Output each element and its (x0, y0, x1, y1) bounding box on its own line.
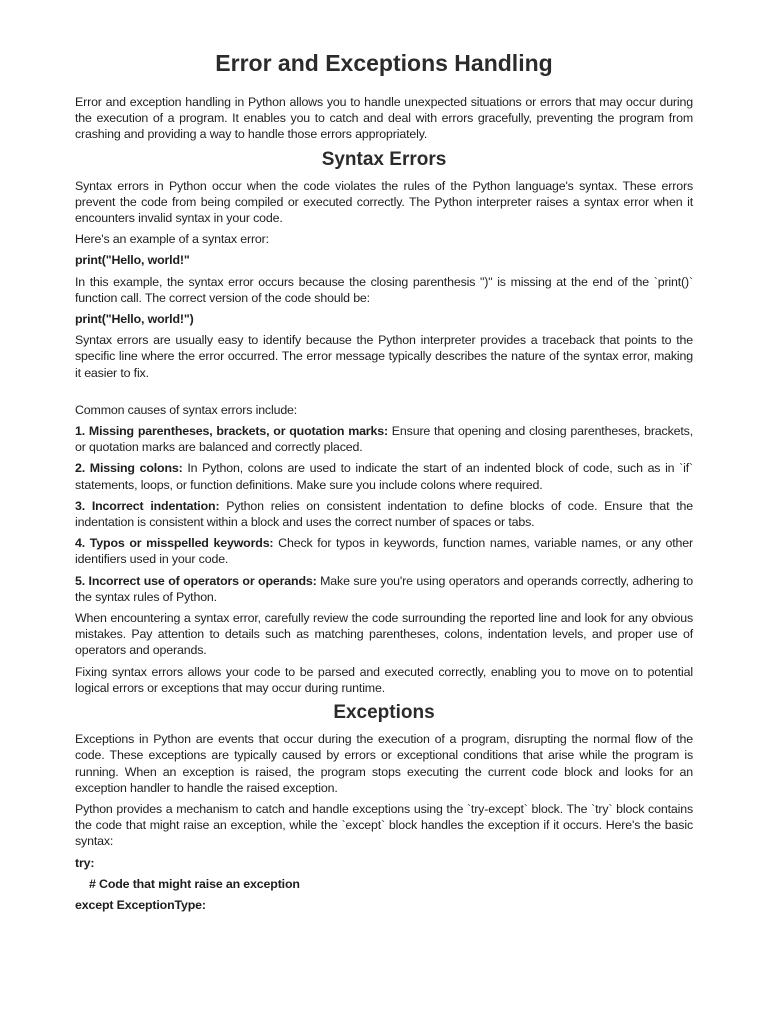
cause-text: Make sure you're using operators and operands correctly, adhering to the syntax rules of Python. (75, 573, 693, 604)
code-example-correct: print("Hello, world!") (75, 312, 194, 327)
exceptions-paragraph-1: Exceptions in Python are events that occur during the execution of a program, disrupting the normal flow of the code. These exceptions are typically caused by errors or exceptional conditions that arise while the program is running. When an exception is raised, the program stops executing the current code block and looks for an exception handler to handle the raised exception. (75, 732, 693, 795)
syntax-paragraph-4: Syntax errors are usually easy to identify because the Python interpreter provides a traceback that points to the specific line where the error occurred. The error message typically describes the nature of the syntax error, making it easier to fix. (75, 333, 693, 380)
exceptions-heading: Exceptions (333, 702, 435, 724)
syntax-paragraph-5: When encountering a syntax error, carefully review the code surrounding the reported line and look for any obvious mistakes. Pay attention to details such as matching parentheses, colons, indentation levels, and proper use of operators and operands. (75, 611, 693, 658)
cause-text: In Python, colons are used to indicate the start of an indented block of code, such as in `if` statements, loops, or function definitions. Make sure you include colons where required. (75, 461, 694, 492)
code-try-line: try: (75, 855, 95, 870)
cause-label: 2. Missing colons: (75, 461, 183, 476)
code-except-line: except ExceptionType: (75, 897, 206, 912)
cause-text: Python relies on consistent indentation to define blocks of code. Ensure that the indentation is consistent within a block and uses the correct number of spaces or tabs. (75, 498, 693, 530)
cause-label: 3. Incorrect indentation: (75, 498, 220, 513)
cause-item (75, 535, 693, 567)
cause-item (75, 573, 693, 605)
syntax-paragraph-2: Here's an example of a syntax error: (75, 232, 269, 247)
cause-text: Ensure that opening and closing parentheses, brackets, or quotation marks are balanced and correctly placed. (75, 424, 693, 455)
syntax-paragraph-3: In this example, the syntax error occurs because the closing parenthesis ")" is missing at the end of the `print()` function call. The correct version of the code should be: (75, 274, 693, 305)
syntax-errors-heading: Syntax Errors (321, 148, 447, 170)
exceptions-paragraph-2: Python provides a mechanism to catch and handle exceptions using the `try-except` block. The `try` block contains the code that might raise an exception, while the `except` block handles the exception if it occurs. Here's the basic syntax: (75, 801, 693, 849)
cause-item (75, 460, 693, 492)
cause-item (75, 498, 693, 530)
cause-label: 1. Missing parentheses, brackets, or quotation marks: (75, 424, 388, 439)
syntax-paragraph-1: Syntax errors in Python occur when the code violates the rules of the Python language's syntax. These errors prevent the code from being compiled or executed correctly. The Python interpreter raises a syntax error when it encounters invalid syntax in your code. (75, 178, 693, 226)
code-comment-line: # Code that might raise an exception (89, 876, 300, 891)
intro-paragraph: Error and exception handling in Python allows you to handle unexpected situations or errors that may occur during the execution of a program. It enables you to catch and deal with errors gracefully, preventing the program from crashing and providing a way to handle those errors appropriately. (75, 95, 693, 142)
page-title: Error and Exceptions Handling (215, 50, 553, 76)
syntax-paragraph-6: Fixing syntax errors allows your code to be parsed and executed correctly, enabling you to move on to potential logical errors or exceptions that may occur during runtime. (75, 664, 693, 695)
cause-item (75, 423, 693, 455)
cause-label: 4. Typos or misspelled keywords: (75, 536, 274, 551)
code-example-incorrect: print("Hello, world!" (75, 253, 190, 268)
causes-intro: Common causes of syntax errors include: (75, 402, 298, 417)
cause-label: 5. Incorrect use of operators or operands: (75, 573, 317, 588)
cause-text: Check for typos in keywords, function names, variable names, or any other identifiers used in your code. (75, 536, 693, 567)
